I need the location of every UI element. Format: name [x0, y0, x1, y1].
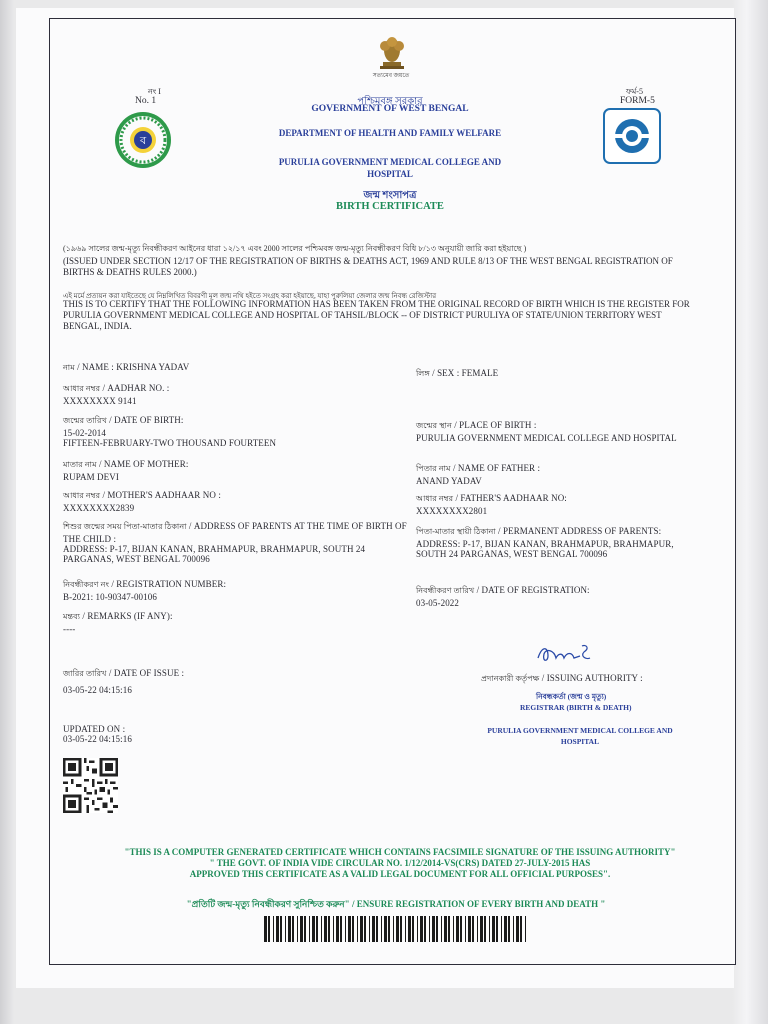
scan-edge-left	[0, 0, 14, 1024]
authority-college-line2: HOSPITAL	[560, 737, 600, 746]
field-aadhar-label: / AADHAR NO. :	[102, 383, 170, 393]
field-registration-date-value: 03-05-2022	[416, 598, 459, 608]
field-father-bengali: পিতার নাম	[416, 464, 451, 473]
field-dob	[63, 415, 276, 448]
slogan-english: / ENSURE REGISTRATION OF EVERY BIRTH AND DEATH "	[349, 899, 606, 909]
field-registration-date-label: / DATE OF REGISTRATION:	[476, 585, 590, 595]
certify-text	[63, 299, 728, 332]
field-registration-number-label: / REGISTRATION NUMBER:	[111, 579, 227, 589]
field-registration-number-bengali: নিবন্ধীকরণ নং	[63, 580, 109, 589]
footer-note-line1: "THIS IS A COMPUTER GENERATED CERTIFICATE WHICH CONTAINS FACSIMILE SIGNATURE OF THE ISSUING AUTHORITY"	[124, 847, 676, 857]
number-bengali: নং I	[148, 87, 161, 96]
field-registration-number-value: B-2021: 10-90347-00106	[63, 592, 157, 602]
field-registration-date	[416, 585, 590, 608]
form-bengali: ফর্ম-5	[626, 87, 643, 96]
field-place-of-birth-value: PURULIA GOVERNMENT MEDICAL COLLEGE AND HOSPITAL	[416, 433, 677, 443]
field-address-birth-label: / ADDRESS OF PARENTS AT THE TIME OF BIRTH OF	[188, 521, 407, 531]
issued-under-line2: BIRTHS & DEATHS RULES 2000.)	[63, 267, 197, 277]
field-aadhar	[63, 383, 169, 406]
field-place-of-birth-label: / PLACE OF BIRTH :	[454, 420, 537, 430]
field-issue-date	[63, 668, 184, 695]
registrar-bengali: নিবন্ধকর্তা (জন্ম ও মৃত্যু)	[536, 692, 607, 701]
field-remarks-value: ----	[63, 624, 76, 634]
field-mother-bengali: মাতার নাম	[63, 460, 97, 469]
field-sex-label: / SEX : FEMALE	[432, 368, 499, 378]
field-address-birth	[63, 521, 408, 564]
field-address-birth-bengali: শিশুর জন্মের সময় পিতা-মাতার ঠিকানা	[63, 522, 187, 531]
slogan-bengali: "প্রতিটি জন্ম-মৃত্যু নিবন্ধীকরণ সুনিশ্চিত করুন"	[186, 899, 350, 909]
field-father-aadhaar-label: / FATHER'S AADHAAR NO:	[455, 493, 567, 503]
field-updated-value: 03-05-22 04:15:16	[63, 734, 132, 744]
field-dob-value: 15-02-2014	[63, 428, 106, 438]
field-place-of-birth-bengali: জন্মের স্থান	[416, 421, 452, 430]
slogan	[136, 897, 656, 912]
field-sex-bengali: লিঙ্গ	[416, 369, 430, 378]
field-father-value: ANAND YADAV	[416, 476, 482, 486]
field-updated-label: UPDATED ON :	[63, 724, 126, 734]
field-father-aadhaar-bengali: আধার নম্বর	[416, 494, 454, 503]
number-label: No. 1	[135, 96, 157, 106]
field-issue-date-value: 03-05-22 04:15:16	[63, 685, 132, 695]
issuing-authority-label: / ISSUING AUTHORITY :	[541, 673, 643, 683]
issuing-authority	[481, 673, 643, 686]
emblem-caption: সত্যমেব জয়তে	[372, 73, 410, 79]
state-emblem-icon	[374, 32, 410, 72]
field-mother-aadhaar-value: XXXXXXXX2839	[63, 503, 135, 513]
health-logo-icon	[603, 108, 661, 164]
field-mother-aadhaar-label: / MOTHER'S AADHAAR NO :	[102, 490, 221, 500]
footer-note-line2: " THE GOVT. OF INDIA VIDE CIRCULAR NO. 1/12/2014-VS(CRS) DATED 27-JULY-2015 HAS	[209, 858, 591, 868]
issued-under-text	[63, 256, 723, 278]
field-mother-value: RUPAM DEVI	[63, 472, 119, 482]
authority-college-line1: PURULIA GOVERNMENT MEDICAL COLLEGE AND	[487, 726, 673, 735]
field-address-permanent-value1: ADDRESS: P-17, BIJAN KANAN, BRAHMAPUR, BRAHMAPUR,	[416, 539, 674, 549]
field-mother	[63, 459, 188, 482]
field-mother-label: / NAME OF MOTHER:	[98, 459, 189, 469]
certificate-title: BIRTH CERTIFICATE	[336, 201, 444, 212]
college-title-line2: HOSPITAL	[367, 169, 413, 179]
field-aadhar-bengali: আধার নম্বর	[63, 384, 101, 393]
department-title: DEPARTMENT OF HEALTH AND FAMILY WELFARE	[278, 128, 502, 138]
footer-note	[100, 847, 700, 880]
field-sex	[416, 368, 498, 381]
college-title	[240, 156, 540, 180]
college-title-line1: PURULIA GOVERNMENT MEDICAL COLLEGE AND	[278, 157, 502, 167]
field-mother-aadhaar	[63, 490, 221, 513]
svg-text:ব: ব	[139, 134, 147, 147]
field-dob-bengali: জন্মের তারিখ	[63, 416, 107, 425]
certificate-title-bengali: জন্ম শংসাপত্র	[363, 190, 417, 201]
government-title-bengali: পশ্চিমবঙ্গ সরকার	[357, 96, 423, 107]
field-address-birth-value1: ADDRESS: P-17, BIJAN KANAN, BRAHMAPUR, BRAHMAPUR, SOUTH 24	[63, 544, 366, 554]
field-registration-number	[63, 579, 226, 602]
authority-college	[470, 725, 690, 747]
issued-under-bengali: (১৯৬৯ সালের জন্ম-মৃত্যু নিবন্ধীকরণ আইনের ধারা ১২/১৭ এবং 2000 সালের পশ্চিমবঙ্গ জন্ম-মৃত্যু নিবন্ধীকরণ বিধি ৮/১৩ অনুযায়ী জারি করা হইয়াছে )	[63, 244, 527, 253]
field-remarks-bengali: মন্তব্য	[63, 612, 81, 621]
form-label: FORM-5	[620, 96, 655, 106]
field-dob-words: FIFTEEN-FEBRUARY-TWO THOUSAND FOURTEEN	[63, 438, 277, 448]
field-mother-aadhaar-bengali: আধার নম্বর	[63, 491, 101, 500]
certify-line1: THIS IS TO CERTIFY THAT THE FOLLOWING INFORMATION HAS BEEN TAKEN FROM THE ORIGINAL RECORD OF BIRTH WHICH IS THE REGISTER FOR	[63, 299, 690, 309]
field-remarks	[63, 611, 173, 634]
field-address-permanent-value2: SOUTH 24 PARGANAS, WEST BENGAL 700096	[416, 549, 608, 559]
field-issue-date-label: / DATE OF ISSUE :	[108, 668, 185, 678]
field-father-aadhaar	[416, 493, 567, 516]
certify-line2: PURULIA GOVERNMENT MEDICAL COLLEGE AND HOSPITAL OF TAHSIL/BLOCK -- OF DISTRICT PURULIYA OF STATE/UNION TERRITORY WEST	[63, 310, 662, 320]
field-name-label: / NAME : KRISHNA YADAV	[77, 362, 190, 372]
field-name-bengali: নাম	[63, 363, 75, 372]
field-dob-label: / DATE OF BIRTH:	[109, 415, 184, 425]
field-address-permanent-bengali: পিতা-মাতার স্থায়ী ঠিকানা	[416, 527, 496, 536]
field-father-label: / NAME OF FATHER :	[452, 463, 541, 473]
signature-icon	[534, 640, 594, 670]
government-title: GOVERNMENT OF WEST BENGAL	[311, 104, 469, 114]
footer-note-line3: APPROVED THIS CERTIFICATE AS A VALID LEGAL DOCUMENT FOR ALL OFFICIAL PURPOSES".	[189, 869, 611, 879]
field-father	[416, 463, 540, 486]
field-registration-date-bengali: নিবন্ধীকরণ তারিখ	[416, 586, 475, 595]
field-aadhar-value: XXXXXXXX 9141	[63, 396, 137, 406]
govt-seal-icon	[113, 110, 173, 170]
registrar-title: REGISTRAR (BIRTH & DEATH)	[520, 703, 632, 712]
field-name	[63, 362, 189, 375]
barcode-icon	[264, 916, 528, 942]
certify-line3: BENGAL, INDIA.	[63, 321, 132, 331]
certify-bengali: এই মর্মে প্রত্যয়ন করা যাইতেছে যে নিম্নলিখিত বিবরণী মূল জন্ম নথি হইতে সংগ্রহ করা হইয়াছে, যাহা পুরুলিয়া জেলার জন্ম নিবন্ধ রেজিস্টার	[63, 292, 437, 300]
field-address-birth-label2: THE CHILD :	[63, 534, 117, 544]
field-place-of-birth	[416, 420, 677, 443]
issuing-authority-bengali: প্রদানকারী কর্তৃপক্ষ	[481, 674, 540, 683]
field-remarks-label: / REMARKS (IF ANY):	[82, 611, 173, 621]
issued-under-line1: (ISSUED UNDER SECTION 12/17 OF THE REGISTRATION OF BIRTHS & DEATHS ACT, 1969 AND RULE 8/13 OF THE WEST BENGAL REGISTRATION OF	[63, 256, 673, 266]
scan-edge-right	[732, 0, 768, 1024]
field-address-birth-value2: PARGANAS, WEST BENGAL 700096	[63, 554, 210, 564]
field-address-permanent-label: / PERMANENT ADDRESS OF PARENTS:	[498, 526, 662, 536]
field-updated	[63, 724, 132, 744]
qr-code-icon	[63, 758, 118, 813]
field-issue-date-bengali: জারির তারিখ	[63, 669, 107, 678]
field-address-permanent	[416, 526, 716, 559]
field-father-aadhaar-value: XXXXXXXX2801	[416, 506, 488, 516]
